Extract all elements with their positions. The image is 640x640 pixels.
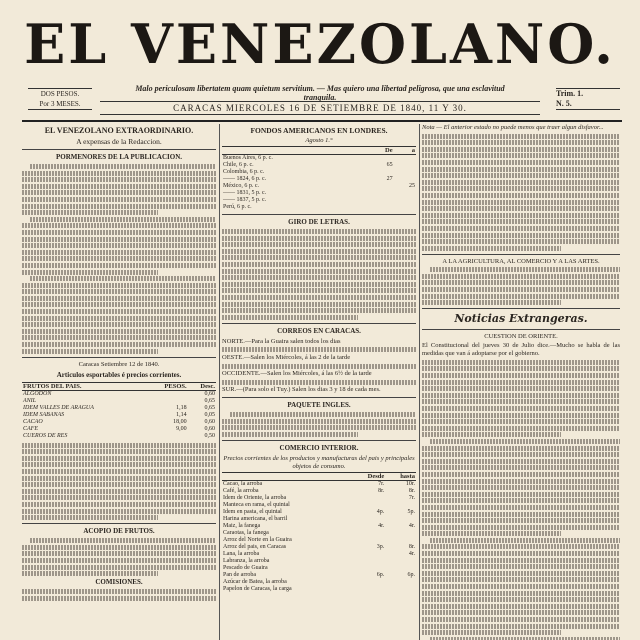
paquete-heading: PAQUETE INGLES. xyxy=(287,401,351,410)
masthead xyxy=(0,0,640,118)
frutos-head-name: FRUTOS DEL PAIS. xyxy=(22,382,146,390)
column-3 xyxy=(422,124,620,640)
table-row: IDEM VALLES DE ARAGUA 1,18 0,65 xyxy=(23,404,215,411)
table-row: Labranza, la arroba xyxy=(223,558,270,565)
table-row: Colombia, 6 p. c. xyxy=(223,169,265,175)
lead-paragraph: El Constitucional del jueves 30 de Julio dice.—Mucho se habla de las medidas que van á adoptarse por el gobierno. xyxy=(422,342,620,358)
table-row: —— 1837, 5 p. c. xyxy=(223,197,267,203)
trim-label: Trim. 1. xyxy=(556,89,584,98)
newspaper-title: EL VENEZOLANO. xyxy=(24,12,616,76)
news-text xyxy=(422,360,620,640)
correos-oeste: OESTE.—Salen los Miércoles, á las 2 de la tarde xyxy=(222,353,351,361)
table-row: Arroz del pais, en Caracas 3p. 8r. xyxy=(223,544,415,551)
table-row: IDEM SABANAS 1,14 0,05 xyxy=(23,411,215,418)
motto: Malo periculosam libertatem quam quietum servitium. — Mas quiero una libertad peligrosa, que una esclavitud tranquila. xyxy=(135,84,505,102)
table-row: —— 1831, 5 p. c. xyxy=(223,190,267,196)
prices-date: Caracas Setiembre 12 de 1840. xyxy=(78,360,160,368)
giro-heading: GIRO DE LETRAS. xyxy=(288,218,350,226)
table-row: —— 1824, 6 p. c. 27 xyxy=(223,176,393,182)
issue-number: N. 5. xyxy=(556,99,572,108)
acopio-heading: ACOPIO DE FRUTOS. xyxy=(83,527,155,536)
correos-sur: SUR.—(Para solo el Tuy.) Salen los dias 3 y 18 de cada mes. xyxy=(222,386,381,394)
noticias-heading: Noticias Extrangeras. xyxy=(454,312,588,326)
table-row: CAFE 9,00 0,60 xyxy=(23,425,215,432)
table-row: Café, la arroba 8r. 8r. xyxy=(223,488,415,495)
frutos-head-desc: Desc. xyxy=(188,382,216,390)
table-row: Cacao, la arroba 7r. 10r. xyxy=(223,481,415,488)
table-row: ANIL 0,65 xyxy=(23,397,215,404)
table-row: Azúcar de Batea, la arroba xyxy=(223,579,287,586)
table-row: Pan de arroba 6p. 6p. xyxy=(223,572,415,579)
table-row: Caraotas, la fanega xyxy=(223,530,269,537)
frutos-head-pesos: PESOS. xyxy=(146,382,187,390)
subscription-price-box xyxy=(28,88,92,110)
table-row: Arroz del Norte en la Guaira xyxy=(223,537,292,544)
table-row: Perú, 6 p. c. xyxy=(223,204,252,210)
agri-heading: A LA AGRICULTURA, AL COMERCIO Y A LAS ARTES. xyxy=(442,257,600,265)
frutos-notes xyxy=(22,443,216,521)
price-line-2: Por 3 MESES. xyxy=(39,100,81,108)
table-row: CACAO 18,00 0,60 xyxy=(23,418,215,425)
dateline: CARACAS MIERCOLES 16 DE SETIEMBRE DE 1840, 11 Y 30. xyxy=(100,101,540,115)
pormenores-text xyxy=(22,164,216,354)
table-row: Idem en pasta, el quintal 4p. 5p. xyxy=(223,509,415,516)
issue-number-box xyxy=(556,88,620,110)
frutos-table xyxy=(22,382,216,440)
comisiones-heading: COMISIONES. xyxy=(95,578,143,587)
table-row: Manteca en rama, el quintal xyxy=(223,502,290,509)
table-row: Buenos Aires, 6 p. c. xyxy=(223,155,273,161)
price-line-1: DOS PESOS. xyxy=(40,90,80,98)
table-row: CUEROS DE RES 0,50 xyxy=(23,432,215,439)
table-row: México, 6 p. c. 25 xyxy=(223,183,415,189)
giro-text xyxy=(222,229,416,320)
extraordinario-heading: EL VENEZOLANO EXTRAORDINARIO. xyxy=(44,126,194,135)
table-row: Maiz, la fanega 4r. 4r. xyxy=(223,523,415,530)
masthead-rule xyxy=(22,120,622,122)
fondos-table: De a Buenos Aires, 6 p. c. Chile, 6 p. c. 65 Colombia, 6 p. c. —— 1824, 6 p. c. 27 México, 6 p. c. 25 —— 1831, 5 p. c. —— 1837, 5 p. c. Perú, 6 p. c. xyxy=(223,147,415,210)
extraordinario-subheading: A expensas de la Redaccion. xyxy=(76,137,162,146)
fondos-date: Agosto 1.° xyxy=(305,137,333,144)
comercio-table: Desde hasta Cacao, la arroba 7r. 10r. Café, la arroba 8r. 8r. Idem de Oriente, la arroba 7r. Manteca en rama, el quintal Idem en pasta, el quintal 4p. 5p. Harina americana, el barril Maiz, la fanega 4r. 4r. Caraotas, la fanega Arroz del Norte en la Guaira Arroz del pais, en Caracas 3p. 8r. Lana, la arroba 4r. Labranza, la arroba Pescado de Guaira Pan de arroba 6p. 6p. Azúcar de Batea, la arroba Papelon de Caracas, la carga xyxy=(223,473,415,593)
table-row: Harina americana, el barril xyxy=(223,516,288,523)
pormenores-heading: PORMENORES DE LA PUBLICACION. xyxy=(55,153,182,161)
prices-title: Articulos esportables é precios corrientes. xyxy=(56,370,182,379)
correos-heading: CORREOS EN CARACAS. xyxy=(277,326,361,335)
table-row: Papelon de Caracas, la carga xyxy=(223,586,292,593)
table-row: Chile, 6 p. c. 65 xyxy=(223,162,393,168)
table-row: Lana, la arroba 4r. xyxy=(223,551,415,558)
comercio-subheading: Precios corrientes de los productos y manufacturas del pais y principales objetos de consumo. xyxy=(223,455,415,471)
table-row: ALGODON 0,60 xyxy=(23,390,215,397)
column-divider-1 xyxy=(219,124,220,640)
correos-occidente: OCCIDENTE.—Salen los Miércoles, á las 6½ de la tarde xyxy=(222,370,372,378)
comercio-heading: COMERCIO INTERIOR. xyxy=(279,444,359,453)
table-row: Idem de Oriente, la arroba 7r. xyxy=(223,495,415,502)
acopio-text xyxy=(22,538,216,576)
table-row: Pescado de Guaira xyxy=(223,565,268,572)
fondos-heading: FONDOS AMERICANOS EN LONDRES. xyxy=(250,126,388,135)
column-divider-2 xyxy=(419,124,420,640)
column-2 xyxy=(222,124,416,640)
correos-norte: NORTE.—Para la Guaira salen todos los dias xyxy=(222,337,341,345)
cuestion-heading: CUESTION DE ORIENTE. xyxy=(484,333,558,341)
intro-text xyxy=(422,134,620,251)
intro-note: Nota — El anterior estado no puede menos que traer algun disfavor... xyxy=(422,124,604,131)
column-1 xyxy=(22,124,216,640)
